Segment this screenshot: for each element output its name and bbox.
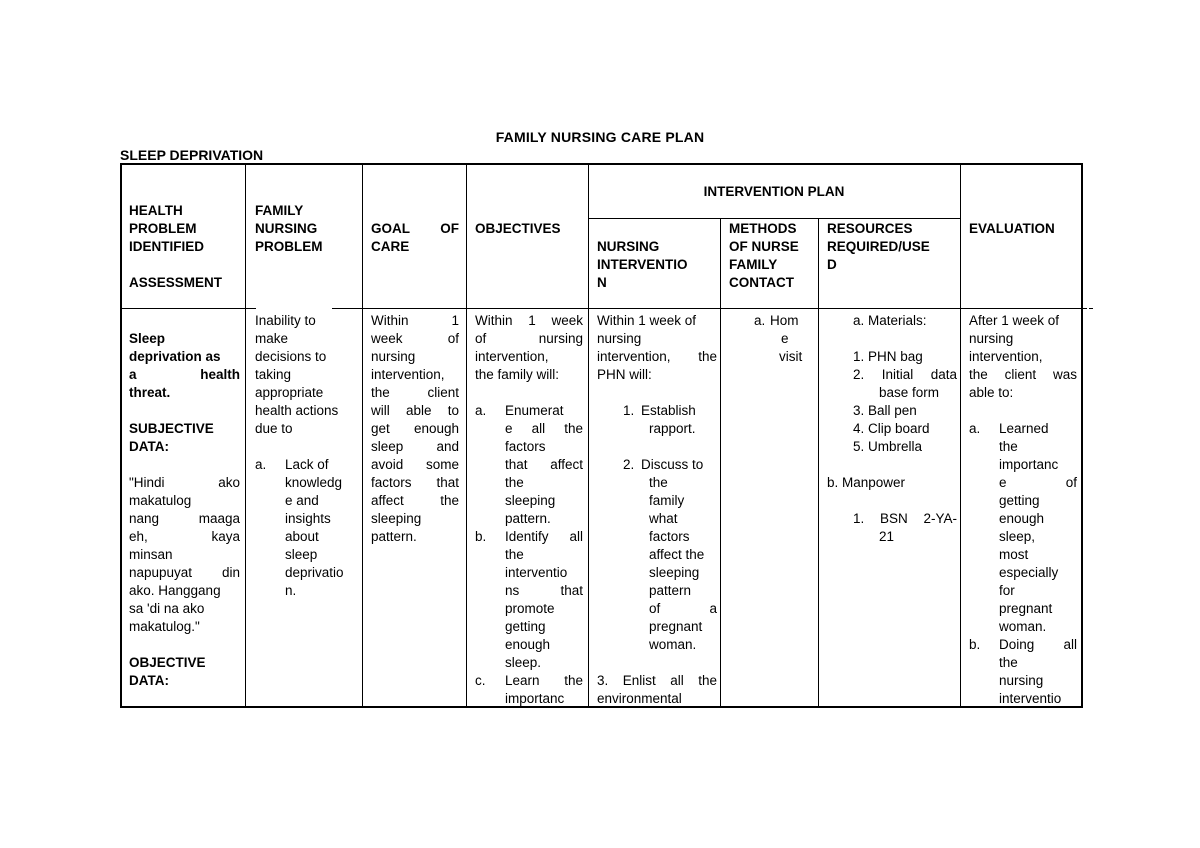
text-fragment: maaga [198, 511, 240, 526]
text-fragment: 2. [623, 457, 635, 472]
text-line: the [999, 439, 1018, 454]
list-item [255, 456, 359, 600]
column-divider [960, 165, 961, 706]
text-fragment: 1 [451, 313, 459, 328]
text-fragment: 1. [623, 403, 635, 418]
text-line: factors that [371, 475, 459, 490]
text-line [371, 330, 459, 348]
text-fragment: ako [218, 475, 240, 490]
column-divider [818, 218, 819, 706]
text-line: Within 1 week [475, 313, 583, 328]
text-line [129, 564, 240, 582]
text-fragment: napupuyat [129, 565, 193, 580]
text-line: getting [999, 493, 1040, 508]
text-line: FAMILY [729, 257, 778, 272]
header-family-nursing-problem [255, 202, 358, 256]
text-line [641, 600, 717, 618]
row-divider [122, 308, 256, 309]
column-divider [466, 165, 467, 706]
text-line: about [285, 529, 319, 544]
list-item: 1. BSN 2-YA- [853, 511, 957, 526]
text-line: Identify all [505, 529, 583, 544]
text-fragment: of [1065, 475, 1077, 490]
text-line: nursing [597, 331, 642, 346]
text-line: most [999, 547, 1029, 562]
header-goal-of-care [371, 220, 459, 256]
text-line: the [999, 655, 1018, 670]
list-item: 4. Clip board [853, 421, 930, 436]
list-item: base form [879, 385, 940, 400]
text-line: Within 1 week of [597, 313, 697, 328]
materials-list [827, 348, 957, 456]
list-item [754, 312, 814, 366]
text-line: SUBJECTIVE [129, 421, 214, 436]
text-fragment: nang [129, 511, 160, 526]
text-line: INTERVENTIO [597, 257, 688, 272]
list-item [969, 420, 1077, 636]
care-plan-table [120, 163, 1083, 708]
text-line [371, 492, 459, 510]
text-line: appropriate [255, 385, 324, 400]
text-fragment: c. [475, 673, 486, 688]
text-line [129, 474, 240, 492]
text-line: threat. [129, 385, 171, 400]
text-line [999, 474, 1077, 492]
header-intervention-plan: INTERVENTION PLAN [703, 184, 845, 199]
text-fragment: a. [969, 421, 981, 436]
text-line: Learn the [505, 673, 583, 688]
text-line: family [649, 493, 685, 508]
text-fragment: client [427, 385, 459, 400]
text-line: Lack of [285, 457, 329, 472]
text-line: enough [999, 511, 1045, 526]
page-title: FAMILY NURSING CARE PLAN [495, 129, 705, 145]
text-line: pattern [649, 583, 692, 598]
text-fragment: all [1063, 637, 1077, 652]
text-line: will able to [371, 403, 459, 418]
header-health-problem [129, 202, 241, 292]
header-resources [827, 220, 957, 274]
text-fragment: affect [371, 493, 404, 508]
list-item: 21 [879, 529, 895, 544]
text-line: minsan [129, 547, 173, 562]
text-line: N [597, 275, 607, 290]
text-line: RESOURCES [827, 221, 913, 236]
text-line [371, 384, 459, 402]
text-line [129, 528, 240, 546]
header-objectives: OBJECTIVES [475, 221, 561, 236]
text-line [129, 510, 240, 528]
text-fragment: "Hindi [129, 475, 165, 490]
text-fragment: OF [440, 221, 459, 236]
text-line: 3. Enlist all the [597, 673, 717, 688]
text-line: NURSING [597, 239, 660, 254]
text-fragment: eh, [129, 529, 148, 544]
text-line: interventio [999, 691, 1062, 706]
evaluation-cell [969, 312, 1077, 708]
text-line: e and [285, 493, 319, 508]
text-line: woman. [649, 637, 697, 652]
text-line: visit [779, 349, 803, 364]
text-line: sleeping [649, 565, 700, 580]
text-line [129, 366, 240, 384]
text-line: OBJECTIVE [129, 655, 206, 670]
text-fragment: a. [255, 457, 267, 472]
list-item [475, 672, 583, 708]
objective-data-label [129, 654, 240, 690]
text-line: e [781, 331, 789, 346]
text-line: FAMILY [255, 203, 304, 218]
text-fragment: the [371, 385, 390, 400]
text-line: make [255, 331, 289, 346]
text-line: METHODS [729, 221, 797, 236]
text-fragment: of [447, 331, 459, 346]
text-fragment: week [371, 331, 403, 346]
text-fragment: b. [969, 637, 981, 652]
text-line: get enough [371, 421, 459, 436]
text-line: sleeping [371, 511, 422, 526]
column-divider [245, 165, 246, 706]
text-line: Hom [770, 313, 799, 328]
text-line: taking [255, 367, 292, 382]
text-line: the [505, 475, 524, 490]
text-line: Inability to [255, 313, 316, 328]
text-line [505, 582, 583, 600]
column-divider [362, 165, 363, 706]
text-line: for [999, 583, 1015, 598]
text-line: PHN will: [597, 367, 652, 382]
text-line: woman. [999, 619, 1047, 634]
text-fragment: nursing [538, 331, 583, 346]
text-fragment: sleep [371, 439, 404, 454]
text-fragment: health [200, 367, 240, 382]
text-line: pattern. [371, 529, 417, 544]
text-line: intervention, the [597, 349, 717, 364]
objectives-cell [475, 312, 583, 708]
text-line: the family will: [475, 367, 560, 382]
text-line: getting [505, 619, 546, 634]
text-line: rapport. [649, 421, 696, 436]
subjective-quote [129, 474, 240, 636]
text-line: able to: [969, 385, 1014, 400]
list-item [969, 636, 1077, 708]
subjective-data-label [129, 420, 240, 456]
column-divider [588, 165, 589, 706]
list-item [597, 402, 717, 438]
text-line: nursing [999, 673, 1044, 688]
text-line: knowledg [285, 475, 343, 490]
text-fragment: that [560, 583, 583, 598]
text-line [371, 312, 459, 330]
text-line: that affect [505, 457, 583, 472]
text-line: especially [999, 565, 1059, 580]
text-line: nursing [371, 349, 416, 364]
text-line: After 1 week of [969, 313, 1060, 328]
text-fragment: Doing [999, 637, 1035, 652]
header-methods-of-contact [729, 220, 817, 292]
text-line: DATA: [129, 439, 169, 454]
text-line [999, 636, 1077, 654]
text-fragment: a. [754, 313, 766, 328]
text-line: affect the [649, 547, 705, 562]
text-line: factors [505, 439, 546, 454]
text-fragment: ns [505, 583, 520, 598]
assessment-cell [129, 330, 240, 690]
text-fragment: GOAL [371, 221, 410, 236]
text-fragment: a [129, 367, 137, 382]
list-item: 1. PHN bag [853, 349, 923, 364]
health-problem-text [129, 330, 240, 402]
text-line: insights [285, 511, 331, 526]
text-line: importanc [999, 457, 1059, 472]
text-line: deprivatio [285, 565, 344, 580]
text-line: makatulog [129, 493, 192, 508]
text-line: REQUIRED/USE [827, 239, 930, 254]
list-item [597, 456, 717, 654]
resources-cell [827, 312, 957, 546]
list-item [475, 402, 583, 528]
text-line: D [827, 257, 837, 272]
text-line: due to [255, 421, 293, 436]
text-line: intervention, [475, 349, 549, 364]
text-fragment: of [649, 601, 661, 616]
text-line: pregnant [999, 601, 1053, 616]
text-line: pregnant [649, 619, 703, 634]
text-line: CONTACT [729, 275, 794, 290]
text-line: IDENTIFIED [129, 239, 205, 254]
text-line [371, 220, 459, 238]
text-line: CARE [371, 239, 410, 254]
manpower-list [827, 510, 957, 546]
text-line: intervention, [969, 349, 1043, 364]
text-line: Learned [999, 421, 1049, 436]
methods-cell [754, 312, 814, 366]
text-line: interventio [505, 565, 568, 580]
text-fragment: b. [475, 529, 487, 544]
row-divider [1089, 308, 1093, 309]
text-line: pattern. [505, 511, 551, 526]
nursing-intervention-cell [597, 312, 717, 708]
text-line: ako. Hanggang [129, 583, 221, 598]
text-line: HEALTH [129, 203, 183, 218]
text-line [371, 438, 459, 456]
row-divider [588, 218, 960, 219]
text-line: Establish [641, 403, 696, 418]
text-fragment: the [440, 493, 459, 508]
text-fragment: a. [475, 403, 487, 418]
text-line: environmental [597, 691, 682, 706]
text-line: sleep [285, 547, 318, 562]
text-line: enough [505, 637, 551, 652]
text-fragment: a [709, 601, 717, 616]
text-fragment: din [221, 565, 240, 580]
text-line: PROBLEM [129, 221, 197, 236]
text-line: the [649, 475, 668, 490]
text-fragment: Within [371, 313, 409, 328]
text-line: nursing [969, 331, 1014, 346]
text-line: makatulog." [129, 619, 200, 634]
row-divider [332, 308, 1087, 309]
text-line: DATA: [129, 673, 169, 688]
text-line: what [649, 511, 678, 526]
materials-label: a. Materials: [853, 313, 927, 328]
document-subtitle: SLEEP DEPRIVATION [120, 147, 264, 163]
text-fragment: kaya [211, 529, 240, 544]
text-line: sleeping [505, 493, 556, 508]
text-line: sa 'di na ako [129, 601, 205, 616]
list-item [475, 528, 583, 672]
manpower-label: b. Manpower [827, 475, 906, 490]
text-line: the [505, 547, 524, 562]
text-fragment: of [475, 331, 487, 346]
text-line: intervention, [371, 367, 445, 382]
text-line: e all the [505, 421, 583, 436]
text-line: sleep. [505, 655, 542, 670]
text-fragment: e [999, 475, 1007, 490]
text-line: the client was [969, 367, 1077, 382]
list-item: 5. Umbrella [853, 439, 923, 454]
text-line: OF NURSE [729, 239, 799, 254]
list-item: 2. Initial data [853, 367, 957, 382]
text-fragment: and [436, 439, 459, 454]
goal-of-care-cell [371, 312, 459, 546]
text-line: promote [505, 601, 555, 616]
text-line: n. [285, 583, 297, 598]
list-item: 3. Ball pen [853, 403, 917, 418]
text-line: Discuss to [641, 457, 704, 472]
header-assessment: ASSESSMENT [129, 275, 223, 290]
text-line: avoid some [371, 457, 459, 472]
text-line: PROBLEM [255, 239, 323, 254]
header-nursing-intervention [597, 238, 717, 292]
family-problem-cell [255, 312, 359, 600]
text-line: Enumerat [505, 403, 564, 418]
text-line: factors [649, 529, 690, 544]
text-line: Sleep [129, 331, 166, 346]
text-line: health actions [255, 403, 339, 418]
text-line [475, 330, 583, 348]
header-evaluation: EVALUATION [969, 221, 1055, 236]
text-line: deprivation as [129, 349, 221, 364]
text-line: importanc [505, 691, 565, 706]
text-line: decisions to [255, 349, 327, 364]
column-divider [720, 218, 721, 706]
text-line: sleep, [999, 529, 1036, 544]
text-line: NURSING [255, 221, 318, 236]
